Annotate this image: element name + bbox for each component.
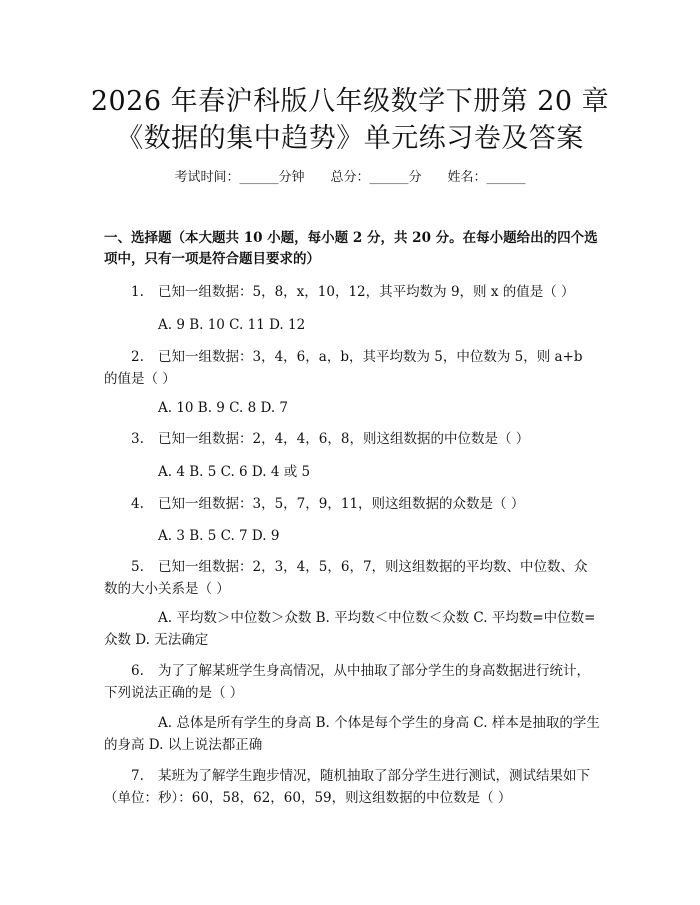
question-2 — [104, 346, 600, 390]
question-number: 1. — [131, 284, 144, 300]
question-number: 4. — [131, 496, 144, 512]
exam-info — [0, 168, 700, 188]
options-text: A. 10 B. 9 C. 8 D. 7 — [158, 400, 289, 416]
question-3-options — [104, 461, 600, 483]
page-title-line1: 2026 年春沪科版八年级数学下册第 20 章 — [90, 86, 610, 117]
question-7 — [104, 765, 600, 809]
question-5-options — [104, 607, 600, 651]
options-text: A. 总体是所有学生的身高 B. 个体是每个学生的身高 C. 样本是抽取的学生的身高 D. 以上说法都正确 — [104, 715, 600, 753]
options-text: A. 平均数＞中位数＞众数 B. 平均数＜中位数＜众数 C. 平均数=中位数=众数 D. 无法确定 — [104, 610, 596, 648]
question-2-options — [104, 397, 600, 419]
options-text: A. 3 B. 5 C. 7 D. 9 — [158, 528, 280, 544]
score-blank: ______ — [369, 170, 409, 185]
name-blank: ______ — [486, 170, 526, 185]
question-text: 已知一组数据：3，5，7，9，11，则这组数据的众数是（ ） — [158, 496, 525, 512]
question-1 — [104, 281, 600, 303]
section-heading: 一、选择题（本大题共 10 小题，每小题 2 分，共 20 分。在每小题给出的四个选项中，只有一项是符合题目要求的） — [104, 230, 598, 267]
question-text: 某班为了解学生跑步情况，随机抽取了部分学生进行测试，测试结果如下（单位：秒）：60，58，62，60，59，则这组数据的中位数是（ ） — [104, 768, 590, 806]
question-6 — [104, 660, 600, 704]
time-blank: ______ — [239, 170, 279, 185]
time-unit: 分钟 — [278, 170, 305, 185]
question-6-options — [104, 712, 600, 756]
question-text: 为了了解某班学生身高情况，从中抽取了部分学生的身高数据进行统计，下列说法正确的是（ ） — [104, 663, 590, 701]
question-3 — [104, 428, 600, 450]
question-number: 2. — [131, 349, 144, 365]
question-1-options — [104, 314, 600, 336]
question-text: 已知一组数据：2，4，4，6，8，则这组数据的中位数是（ ） — [158, 431, 530, 447]
question-4-options — [104, 525, 600, 547]
question-text: 已知一组数据：2，3，4，5，6，7，则这组数据的平均数、中位数、众数的大小关系是（ ） — [104, 559, 588, 597]
question-number: 3. — [131, 431, 144, 447]
score-unit: 分 — [408, 170, 422, 185]
time-label: 考试时间： — [174, 170, 240, 185]
options-text: A. 9 B. 10 C. 11 D. 12 — [158, 317, 306, 333]
options-text: A. 4 B. 5 C. 6 D. 4 或 5 — [158, 464, 311, 480]
question-number: 7. — [131, 768, 144, 784]
question-number: 5. — [131, 559, 144, 575]
page-title-line2: 《数据的集中趋势》单元练习卷及答案 — [116, 123, 584, 154]
question-text: 已知一组数据：5，8，x，10，12，其平均数为 9，则 x 的值是（ ） — [158, 284, 575, 300]
score-label: 总分： — [330, 170, 370, 185]
question-4 — [104, 493, 600, 515]
name-label: 姓名： — [447, 170, 487, 185]
question-text: 已知一组数据：3，4，6，a，b，其平均数为 5，中位数为 5，则 a+b 的值是（ ） — [104, 349, 583, 387]
question-number: 6. — [131, 663, 144, 679]
question-5 — [104, 556, 600, 600]
